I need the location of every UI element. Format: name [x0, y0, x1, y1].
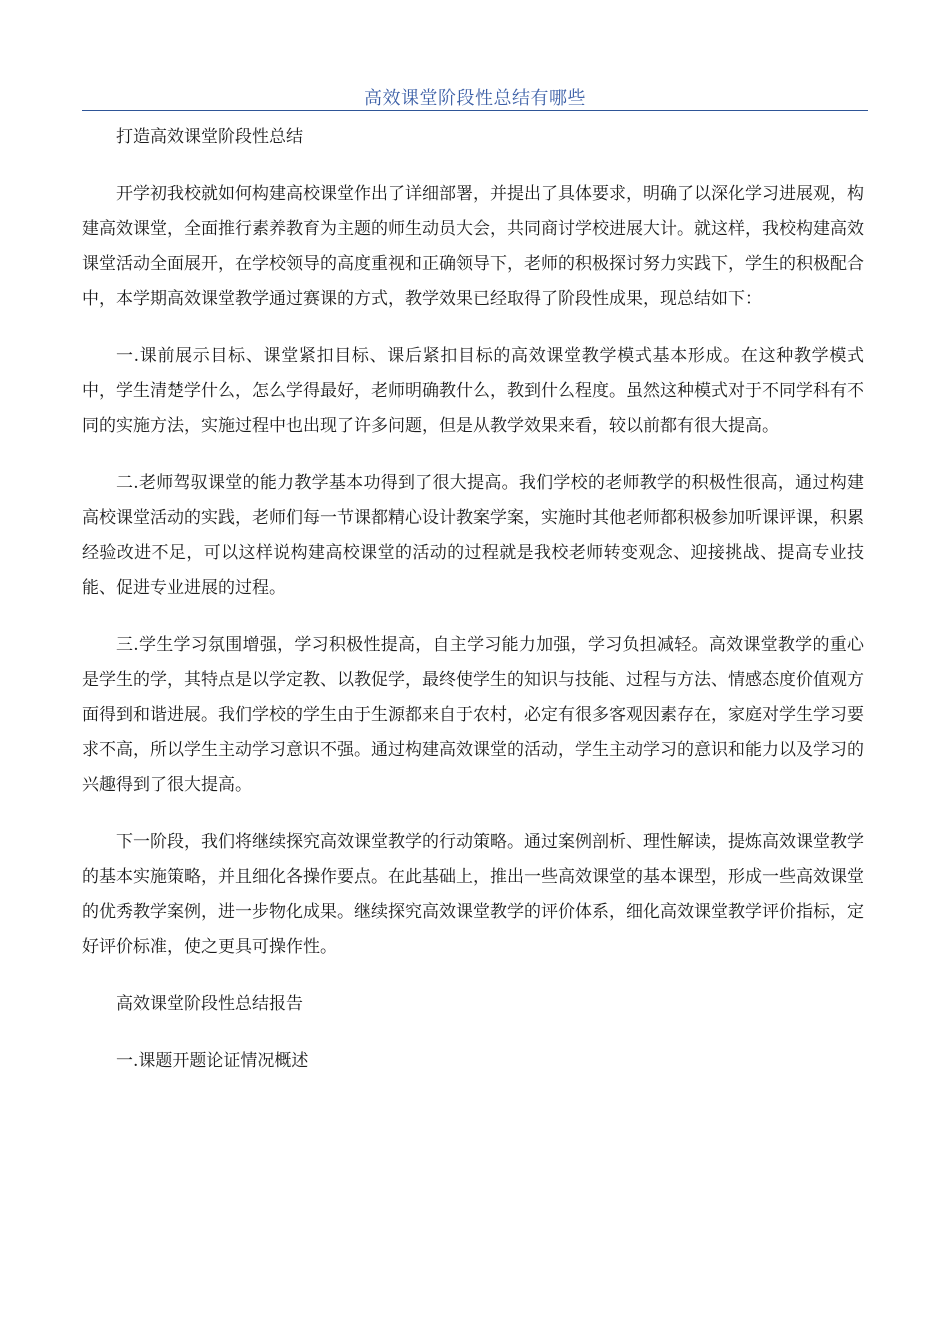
- page-header: [82, 80, 868, 111]
- document-body: [82, 120, 864, 1079]
- body-paragraph: 开学初我校就如何构建高校课堂作出了详细部署，并提出了具体要求，明确了以深化学习进展观，构建高效课堂，全面推行素养教育为主题的师生动员大会，共同商讨学校进展大计。就这样，我校构建高效课堂活动全面展开，在学校领导的高度重视和正确领导下，老师的积极探讨努力实践下，学生的积极配合中，本学期高效课堂教学通过赛课的方式，教学效果已经取得了阶段性成果，现总结如下：: [82, 184, 864, 309]
- body-paragraph: 一.课前展示目标、课堂紧扣目标、课后紧扣目标的高效课堂教学模式基本形成。在这种教学模式中，学生清楚学什么，怎么学得最好，老师明确教什么，教到什么程度。虽然这种模式对于不同学科有不同的实施方法，实施过程中也出现了许多问题，但是从教学效果来看，较以前都有很大提高。: [82, 346, 864, 436]
- section-heading: 高效课堂阶段性总结报告: [116, 994, 303, 1014]
- body-paragraph: 三.学生学习氛围增强，学习积极性提高，自主学习能力加强，学习负担减轻。高效课堂教学的重心是学生的学，其特点是以学定教、以教促学，最终使学生的知识与技能、过程与方法、情感态度价值观方面得到和谐进展。我们学校的学生由于生源都来自于农村，必定有很多客观因素存在，家庭对学生学习要求不高，所以学生主动学习意识不强。通过构建高效课堂的活动，学生主动学习的意识和能力以及学习的兴趣得到了很大提高。: [82, 635, 864, 795]
- section-heading: 一.课题开题论证情况概述: [116, 1051, 309, 1071]
- body-paragraph: 下一阶段，我们将继续探究高效课堂教学的行动策略。通过案例剖析、理性解读，提炼高效课堂教学的基本实施策略，并且细化各操作要点。在此基础上，推出一些高效课堂的基本课型，形成一些高效课堂的优秀教学案例，进一步物化成果。继续探究高效课堂教学的评价体系，细化高效课堂教学评价指标，定好评价标准，使之更具可操作性。: [82, 832, 864, 957]
- section-heading: 打造高效课堂阶段性总结: [116, 127, 303, 147]
- page-title: 高效课堂阶段性总结有哪些: [364, 88, 586, 109]
- body-paragraph: 二.老师驾驭课堂的能力教学基本功得到了很大提高。我们学校的老师教学的积极性很高，通过构建高校课堂活动的实践，老师们每一节课都精心设计教案学案，实施时其他老师都积极参加听课评课，积累经验改进不足，可以这样说构建高校课堂的活动的过程就是我校老师转变观念、迎接挑战、提高专业技能、促进专业进展的过程。: [82, 473, 864, 598]
